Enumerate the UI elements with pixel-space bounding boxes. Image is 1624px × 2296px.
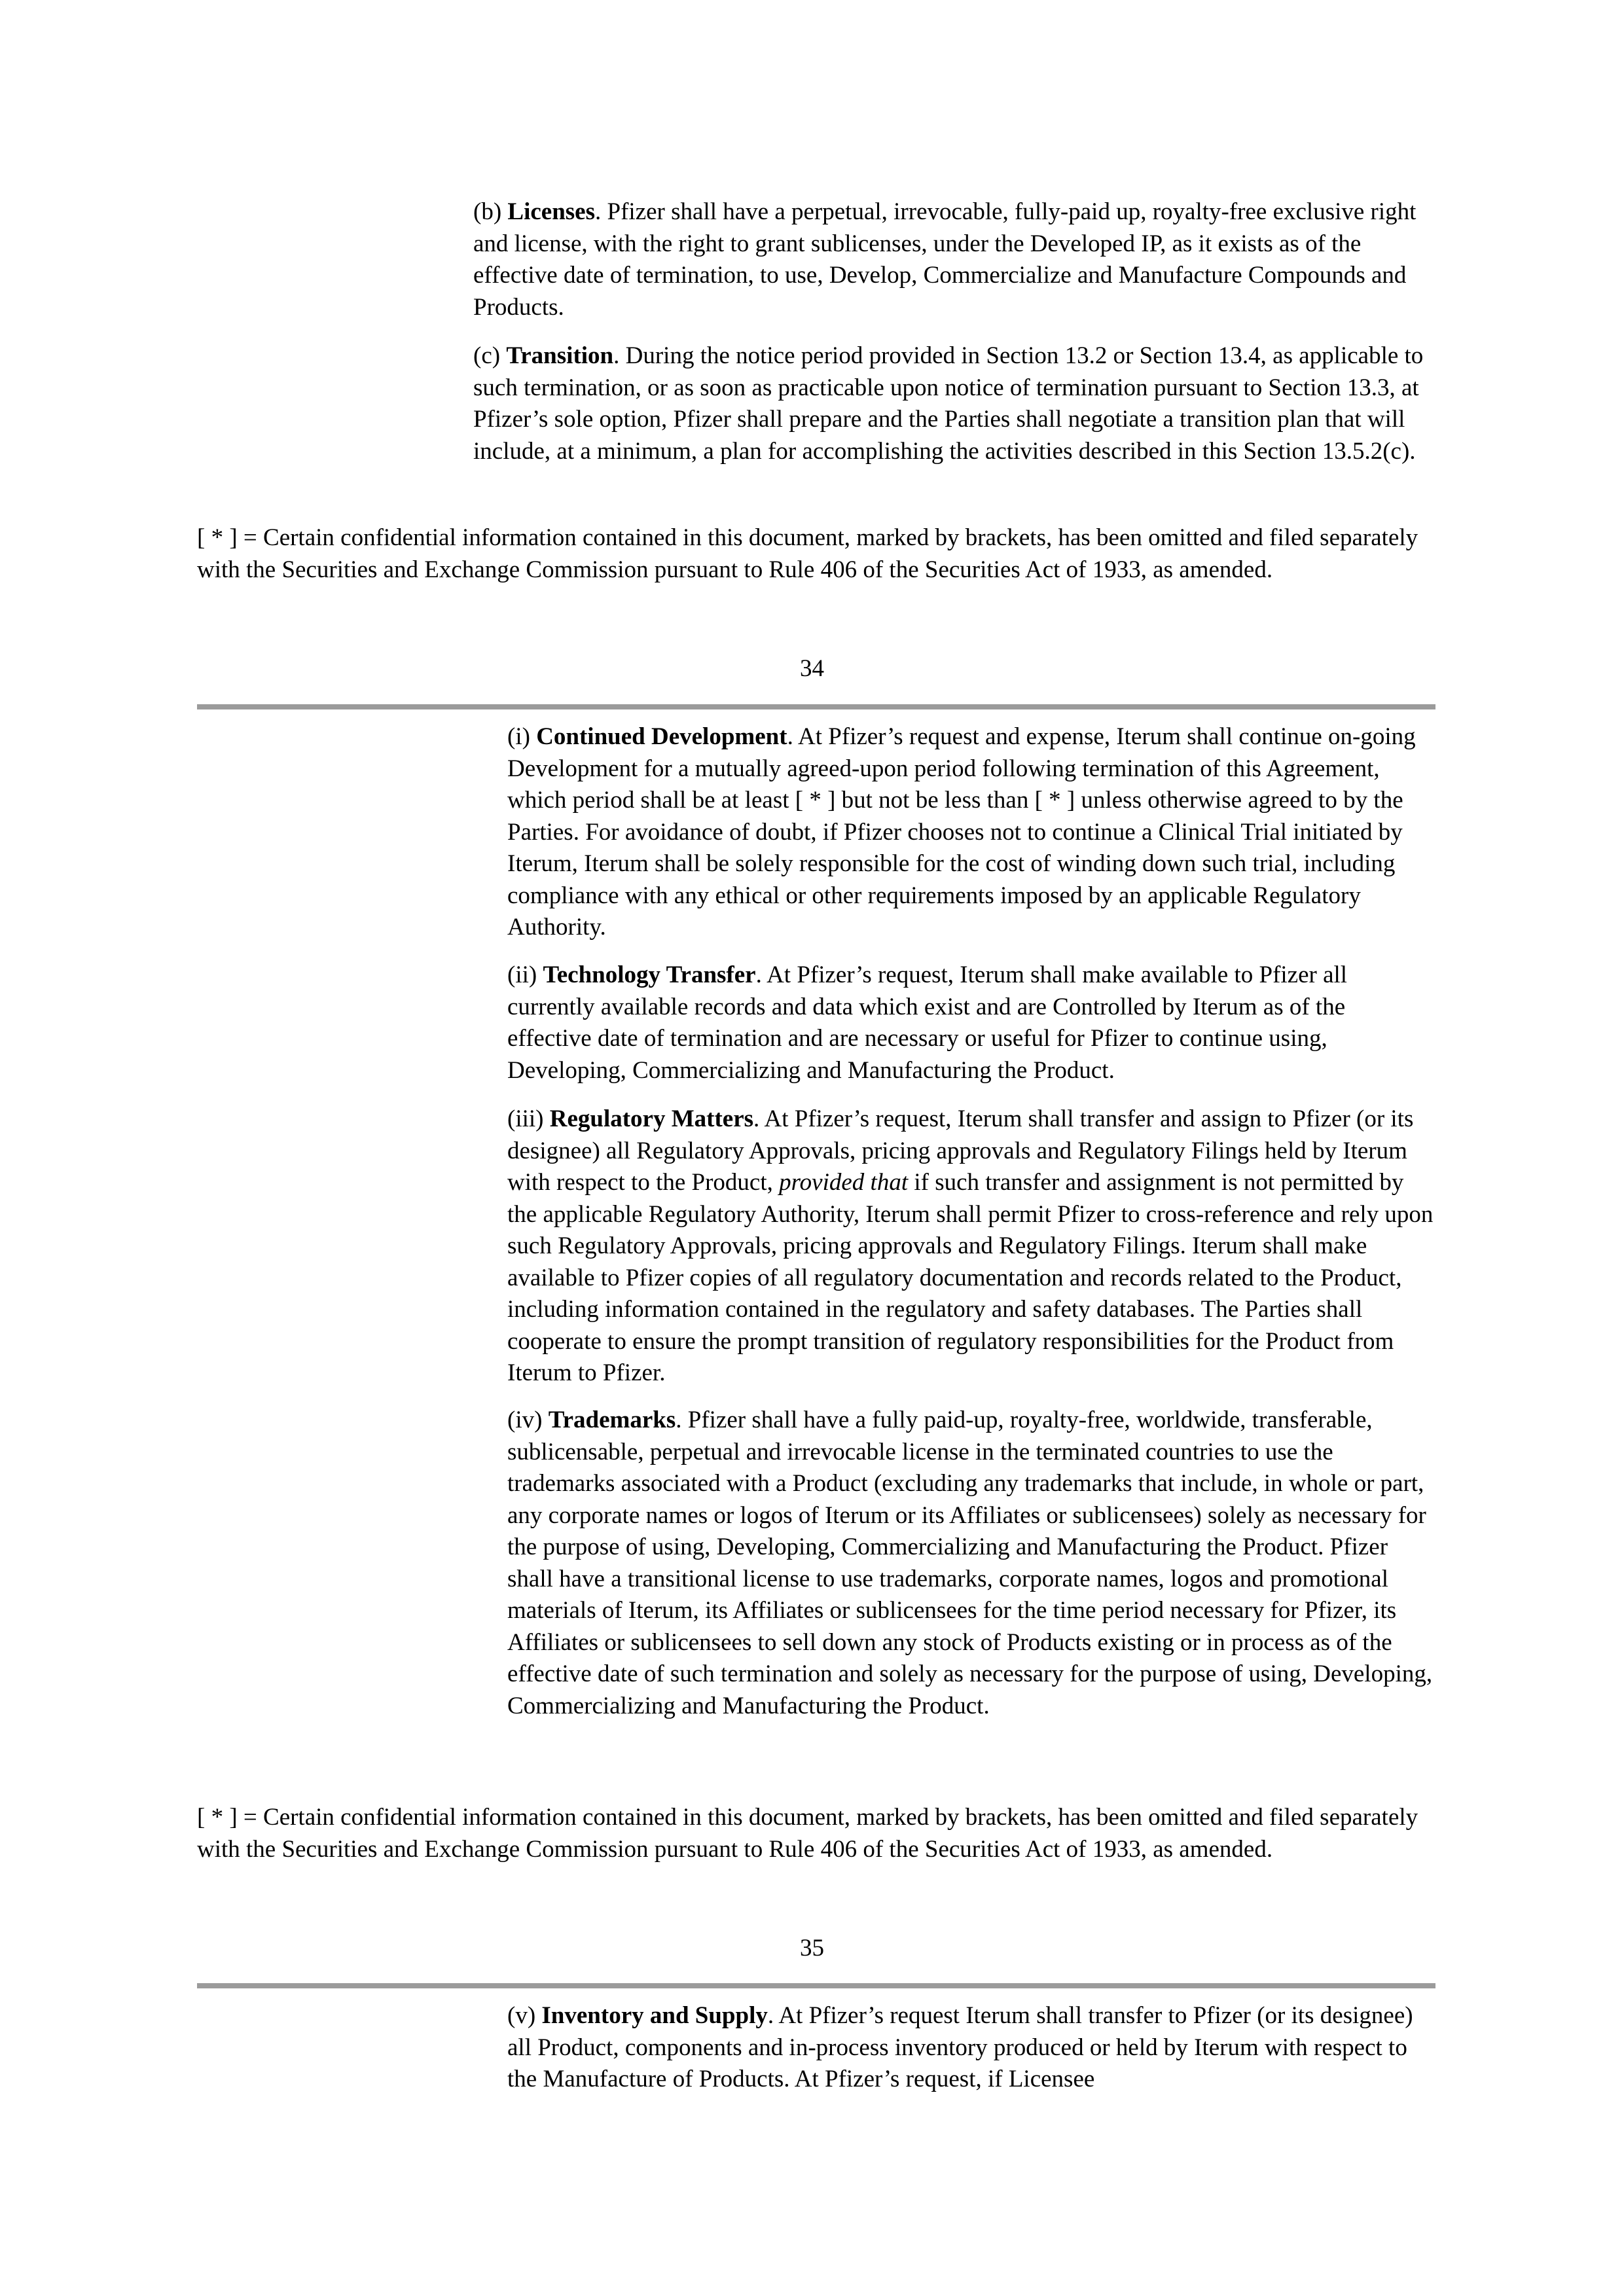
para-text: . At Pfizer’s request, Iterum shall make available to Pfizer all currently available records and data which exist and are Controlled by Iterum as of the effective date of termination and are necessary or useful for Pfizer to continue using, Developing, Commercializing and Manufacturing the Product.	[507, 961, 1348, 1084]
para-label: (iii)	[507, 1105, 550, 1132]
para-text: . At Pfizer’s request and expense, Iterum shall continue on-going Development for a mutually agreed-upon period following termination of this Agreement, which period shall be at least [ * ] but not be less than [ * ] unless otherwise agreed to by the Parties. For avoidance of doubt, if Pfizer chooses not to continue a Clinical Trial initiated by Iterum, Iterum shall be solely responsible for the cost of winding down such trial, including compliance with any ethical or other requirements imposed by an applicable Regulatory Authority.	[507, 723, 1416, 941]
paragraph-ii-technology-transfer	[507, 960, 1434, 1086]
para-heading: Inventory and Supply	[541, 2002, 768, 2029]
para-label: (c)	[473, 342, 507, 369]
page-separator	[197, 704, 1435, 709]
paragraph-v-inventory-and-supply	[507, 2000, 1434, 2096]
para-text: . During the notice period provided in Section 13.2 or Section 13.4, as applicable to such termination, or as soon as practicable upon notice of termination pursuant to Section 13.3, at Pfizer’s sole option, Pfizer shall prepare and the Parties shall negotiate a transition plan that will include, at a minimum, a plan for accomplishing the activities described in this Section 13.5.2(c).	[473, 342, 1424, 465]
confidentiality-footnote: [ * ] = Certain confidential information contained in this document, marked by brackets, has been omitted and filed separately with the Securities and Exchange Commission pursuant to Rule 406 of the Securities Act of 1933, as amended.	[197, 524, 1418, 583]
page-number: 35	[800, 1935, 824, 1962]
paragraph-c-transition	[473, 340, 1430, 467]
paragraph-iii-regulatory-matters	[507, 1103, 1434, 1390]
para-heading: Transition	[506, 342, 614, 369]
para-label: (ii)	[507, 961, 543, 988]
para-italic: provided that	[779, 1169, 909, 1196]
para-text: . Pfizer shall have a fully paid-up, royalty-free, worldwide, transferable, sublicensable, perpetual and irrevocable license in the terminated countries to use the trademarks associated with a Product (excluding any trademarks that include, in whole or part, any corporate names or logos of Iterum or its Affiliates or sublicensees) solely as necessary for the purpose of using, Developing, Commercializing and Manufacturing the Product. Pfizer shall have a transitional license to use trademarks, corporate names, logos and promotional materials of Iterum, its Affiliates or sublicensees for the time period necessary for Pfizer, its Affiliates or sublicensees to sell down any stock of Products existing or in process as of the effective date of such termination and solely as necessary for the purpose of using, Developing, Commercializing and Manufacturing the Product.	[507, 1407, 1433, 1719]
para-label: (iv)	[507, 1407, 549, 1433]
para-label: (i)	[507, 723, 537, 750]
para-text: . At Pfizer’s request, Iterum shall transfer and assign to Pfizer (or its designee) all Regulatory Approvals, pricing approvals and Regulatory Filings held by Iterum with respect to the Product,	[507, 1105, 1414, 1196]
para-text: if such transfer and assignment is not permitted by the applicable Regulatory Authority, Iterum shall permit Pfizer to cross-reference and rely upon such Regulatory Approvals, pricing approvals and Regulatory Filings. Iterum shall make available to Pfizer copies of all regulatory documentation and records related to the Product, including information contained in the regulatory and safety databases. The Parties shall cooperate to ensure the prompt transition of regulatory responsibilities for the Product from Iterum to Pfizer.	[507, 1169, 1434, 1386]
paragraph-b-licenses	[473, 196, 1430, 323]
para-label: (b)	[473, 198, 508, 225]
para-text: . At Pfizer’s request Iterum shall transfer to Pfizer (or its designee) all Product, components and in-process inventory produced or held by Iterum with respect to the Manufacture of Products. At Pfizer’s request, if Licensee	[507, 2002, 1413, 2092]
para-heading: Licenses	[507, 198, 596, 225]
page-number: 34	[800, 655, 824, 682]
para-heading: Continued Development	[536, 723, 787, 750]
para-heading: Technology Transfer	[543, 961, 756, 988]
para-heading: Regulatory Matters	[549, 1105, 754, 1132]
para-label: (v)	[507, 2002, 542, 2029]
paragraph-i-continued-development	[507, 721, 1434, 944]
paragraph-iv-trademarks	[507, 1405, 1434, 1722]
confidentiality-footnote: [ * ] = Certain confidential information contained in this document, marked by brackets, has been omitted and filed separately with the Securities and Exchange Commission pursuant to Rule 406 of the Securities Act of 1933, as amended.	[197, 1804, 1418, 1863]
para-heading: Trademarks	[548, 1407, 676, 1433]
para-text: . Pfizer shall have a perpetual, irrevocable, fully-paid up, royalty-free exclusive right and license, with the right to grant sublicenses, under the Developed IP, as it exists as of the effective date of termination, to use, Develop, Commercialize and Manufacture Compounds and Products.	[473, 198, 1416, 321]
page-separator	[197, 1983, 1435, 1988]
